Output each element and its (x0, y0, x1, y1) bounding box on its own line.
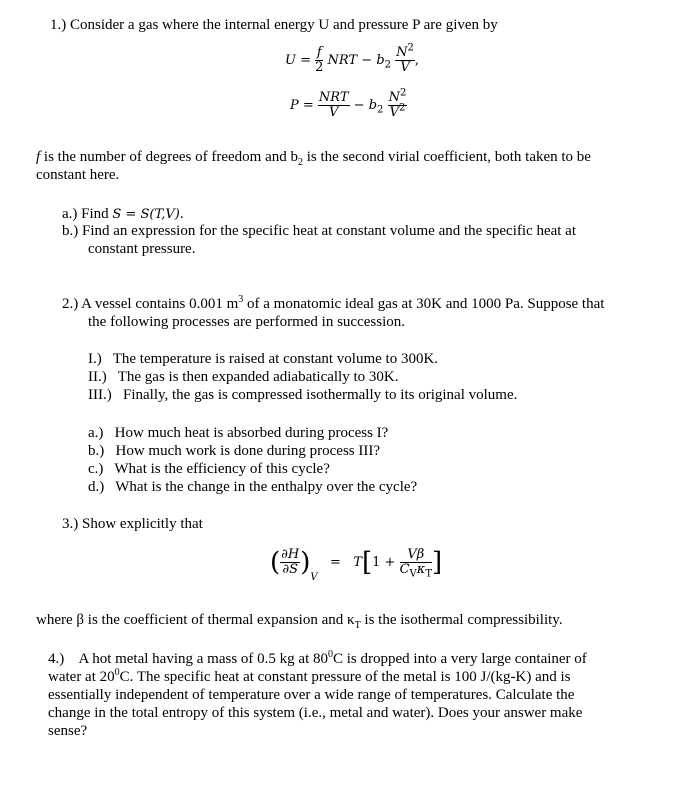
eq-u-frac-n2v: $\frac{N^2}{V}$ (396, 42, 414, 75)
q2-intro-line2: the following processes are performed in succession. (88, 314, 405, 330)
q1-intro: 1.) Consider a gas where the internal energy U and pressure P are given by (50, 17, 498, 33)
q1-desc-line2: constant here. (36, 167, 120, 183)
q2-question-d: d.) What is the change in the enthalpy over the cycle? (88, 479, 418, 495)
q1-eq-p: P = $\frac{\text{NRT}}{V}$ − $b_2$ $\frac{N^2}{V^2}$ (290, 87, 407, 120)
eq-u-frac-f2: $\frac{f}{2}$ (315, 45, 324, 75)
q4-line1: 4.) A hot metal having a mass of 0.5 kg at $80^0C$ is dropped into a very large container of (48, 649, 587, 667)
q1-eq-u: U = $\frac{f}{2}$ NRT − $b_2$ $\frac{N^2}{V}$ , (285, 42, 420, 75)
q2-question-c: c.) What is the efficiency of this cycle? (88, 461, 330, 477)
q1-part-b-line1: b.) Find an expression for the specific heat at constant volume and the specific heat at (62, 223, 576, 239)
eq-u-lhs: U = (285, 53, 311, 68)
q1-part-a: a.) Find S = S(T,V). (62, 206, 184, 222)
eq3-rparen: ) (300, 547, 311, 578)
q4-line3: essentially independent of temperature over a wide range of temperatures. Calculate the (48, 687, 575, 703)
q4-line4: change in the total entropy of this system (i.e., metal and water). Does your answer make (48, 705, 583, 721)
q3-equation: ( $\frac{\partial H}{\partial S}$ )$_V$ = T[1 + $\frac{V\beta}{C_V\kappa_T}$ ] (270, 547, 443, 583)
q2-process-3: III.) Finally, the gas is compressed isothermally to its original volume. (88, 387, 518, 403)
eq3-lparen: ( (270, 547, 281, 578)
q4-line2: water at $20^0C$. The specific heat at constant pressure of the metal is 100 J/(kg-K) and is (48, 667, 571, 685)
eq-u-b2: $b_2$ (376, 53, 392, 71)
eq-p-b2: $b_2$ (368, 98, 384, 116)
q1-part-b-line2: constant pressure. (88, 241, 196, 257)
q2-question-b: b.) How much work is done during process III? (88, 443, 381, 459)
eq3-frac-dh-ds: $\frac{\partial H}{\partial S}$ (281, 547, 300, 577)
eq-p-frac-nrtv: $\frac{\text{NRT}}{V}$ (318, 90, 349, 120)
q3-intro: 3.) Show explicitly that (62, 516, 203, 532)
q2-process-1: I.) The temperature is raised at constant volume to 300K. (88, 351, 439, 367)
q1-desc-line1: f is the number of degrees of freedom and $b_2$ is the second virial coefficient, both taken to be (36, 149, 591, 168)
q4-line5: sense? (48, 723, 88, 739)
eq3-lbracket: [ (362, 547, 373, 578)
eq-p-lhs: P = (290, 98, 314, 113)
q2-question-a: a.) How much heat is absorbed during process I? (88, 425, 389, 441)
q2-intro-line1: 2.) A vessel contains 0.001 $m^3$ of a monatomic ideal gas at 30K and 1000 Pa. Suppose that (62, 294, 605, 312)
q2-process-2: II.) The gas is then expanded adiabatically to 30K. (88, 369, 399, 385)
q3-where: where β is the coefficient of thermal expansion and $\kappa_T$ is the isothermal compressibility. (36, 612, 563, 631)
eq3-rbracket: ] (431, 547, 443, 578)
eq-u-nrt: NRT − (327, 53, 373, 68)
eq3-frac-vb: $\frac{V\beta}{C_V\kappa_T}$ (399, 547, 432, 580)
eq-p-frac-n2v2: $\frac{N^2}{V^2}$ (388, 87, 407, 120)
